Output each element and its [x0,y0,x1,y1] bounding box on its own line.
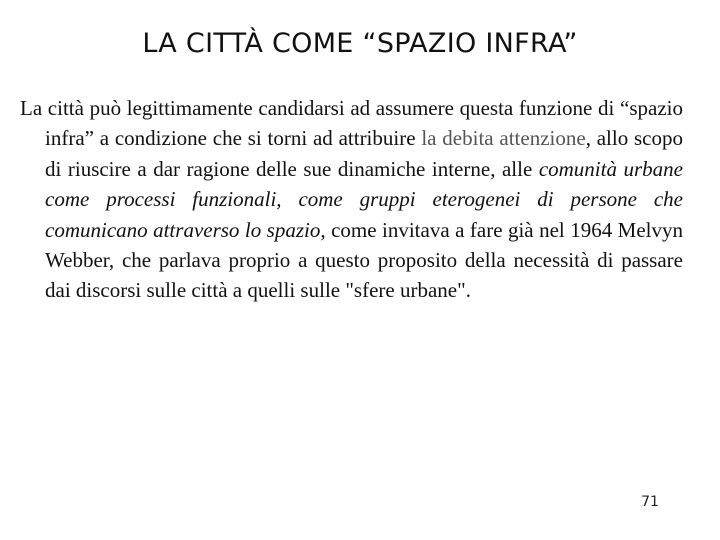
paragraph-text: , come invitava a fare già nel 1964 Melvyn Webber, che parlava proprio a questo proposito della necessità di passare dai discorsi sulle città a quelli sulle "sfere urbane". [45,217,683,303]
body-paragraph [20,93,683,306]
paragraph-muted-text: la debita attenzione [421,126,586,151]
page-number: 71 [641,494,659,510]
paragraph-text: La città può legittimamente candidarsi ad assumere questa funzione di “spazio infra” a condizione che si torni ad attribuire [20,96,683,151]
slide-title: LA CITTÀ COME “SPAZIO INFRA” [142,28,578,59]
paragraph-italic-text: comunità urbane come processi funzionali, come gruppi eterogenei di persone che comunicano attraverso lo spazio [45,156,683,242]
paragraph-text: , allo scopo di riuscire a dar ragione delle sue dinamiche interne, alle [45,126,684,181]
